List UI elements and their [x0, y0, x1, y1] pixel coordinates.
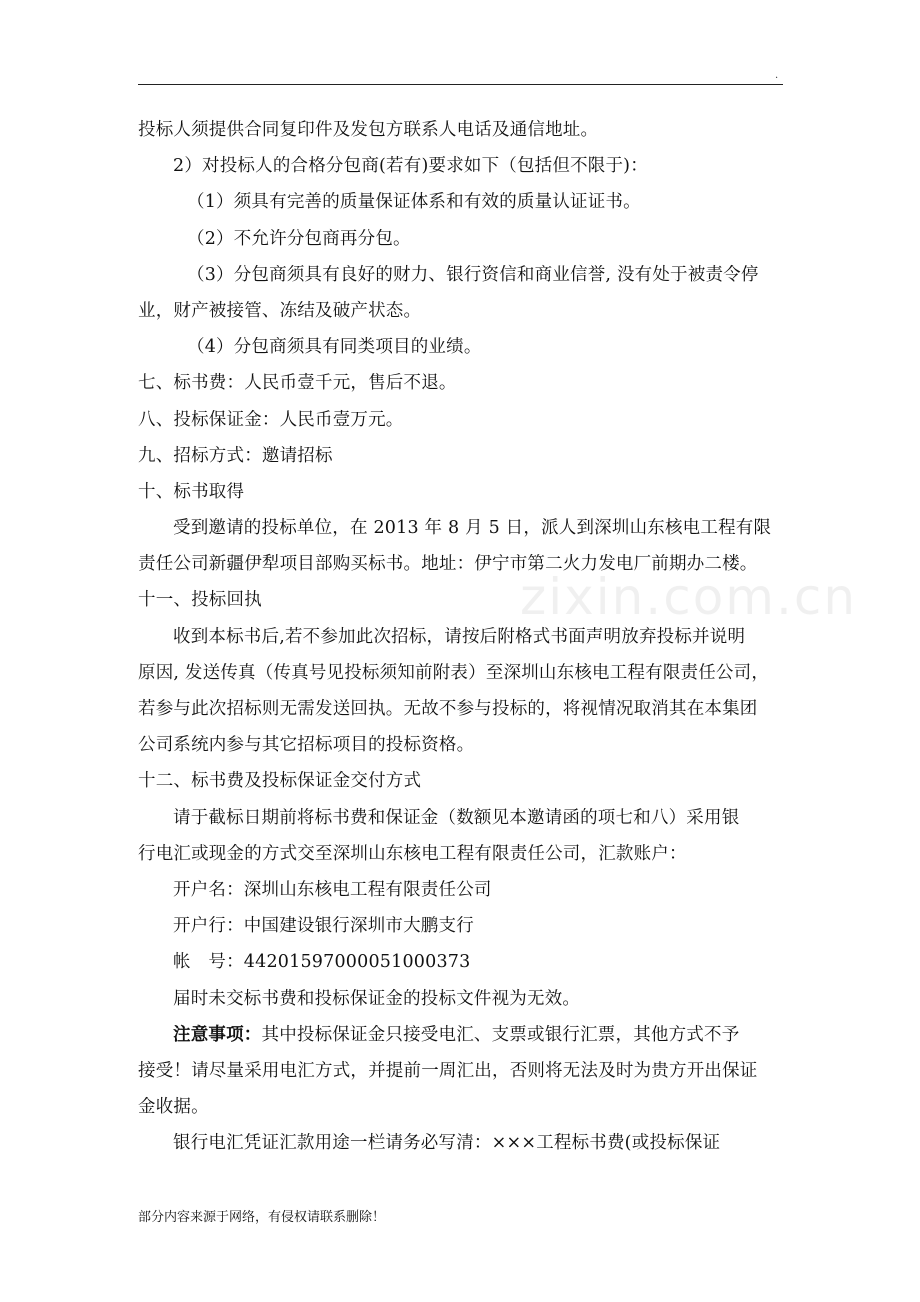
section-heading: 十二、标书费及投标保证金交付方式	[138, 771, 422, 792]
notice-text: 其中投标保证金只接受电汇、支票或银行汇票，其他方式不予	[261, 1024, 740, 1045]
text-line: 收到本标书后,若不参加此次招标，请按后附格式书面声明放弃投标并说明	[173, 626, 746, 647]
text-line: 业，财产被接管、冻结及破产状态。	[138, 300, 422, 321]
notice-label: 注意事项：	[173, 1024, 262, 1045]
section-heading: 十一、投标回执	[138, 590, 262, 611]
text-line: 受到邀请的投标单位，在 2013 年 8 月 5 日，派人到深圳山东核电工程有限	[173, 518, 772, 539]
section-heading: 八、投标保证金：人民币壹万元。	[138, 409, 404, 430]
text-line: 若参与此次招标则无需发送回执。无故不参与投标的，将视情况取消其在本集团	[138, 699, 758, 719]
text-line: （2）不允许分包商再分包。	[187, 228, 411, 249]
document-body	[138, 112, 786, 1161]
header-rule	[138, 84, 783, 85]
text-line: （1）须具有完善的质量保证体系和有效的质量认证证书。	[187, 192, 641, 213]
section-heading: 七、标书费：人民币壹千元，售后不退。	[138, 373, 457, 394]
text-line: 投标人须提供合同复印件及发包方联系人电话及通信地址。	[138, 120, 599, 140]
account-name: 开户名：深圳山东核电工程有限责任公司	[173, 879, 492, 900]
text-line: 届时未交标书费和投标保证金的投标文件视为无效。	[173, 988, 581, 1009]
text-line: （3）分包商须具有良好的财力、银行资信和商业信誉, 没有处于被责令停	[187, 264, 759, 285]
text-line: 银行电汇凭证汇款用途一栏请务必写清：×××工程标书费(或投标保证	[173, 1133, 721, 1154]
notice-line	[138, 1017, 786, 1053]
account-number: 帐 号：44201597000051000373	[173, 952, 471, 973]
text-line: 请于截标日期前将标书费和保证金（数额见本邀请函的项七和八）采用银	[173, 807, 740, 828]
text-line: 行电汇或现金的方式交至深圳山东核电工程有限责任公司，汇款账户：	[138, 843, 687, 864]
text-line: 责任公司新疆伊犁项目部购买标书。地址：伊宁市第二火力发电厂前期办二楼。	[138, 554, 758, 575]
footer-disclaimer: 部分内容来源于网络，有侵权请联系删除！	[138, 1210, 386, 1225]
text-line: （4）分包商须具有同类项目的业绩。	[187, 337, 482, 358]
watermark: zixin.com.cn	[520, 568, 858, 626]
header-mark: .	[775, 70, 779, 81]
text-line: 接受！请尽量采用电汇方式，并提前一周汇出，否则将无法及时为贵方开出保证	[138, 1060, 758, 1081]
text-line: 公司系统内参与其它招标项目的投标资格。	[138, 735, 475, 756]
section-heading: 十、标书取得	[138, 481, 245, 502]
section-heading: 九、招标方式：邀请招标	[138, 445, 333, 466]
text-line: 金收据。	[138, 1097, 209, 1118]
text-line: 2）对投标人的合格分包商(若有)要求如下（包括但不限于)：	[173, 156, 648, 177]
text-line: 原因, 发送传真（传真号见投标须知前附表）至深圳山东核电工程有限责任公司，	[138, 662, 770, 683]
account-bank: 开户行：中国建设银行深圳市大鹏支行	[173, 916, 474, 937]
